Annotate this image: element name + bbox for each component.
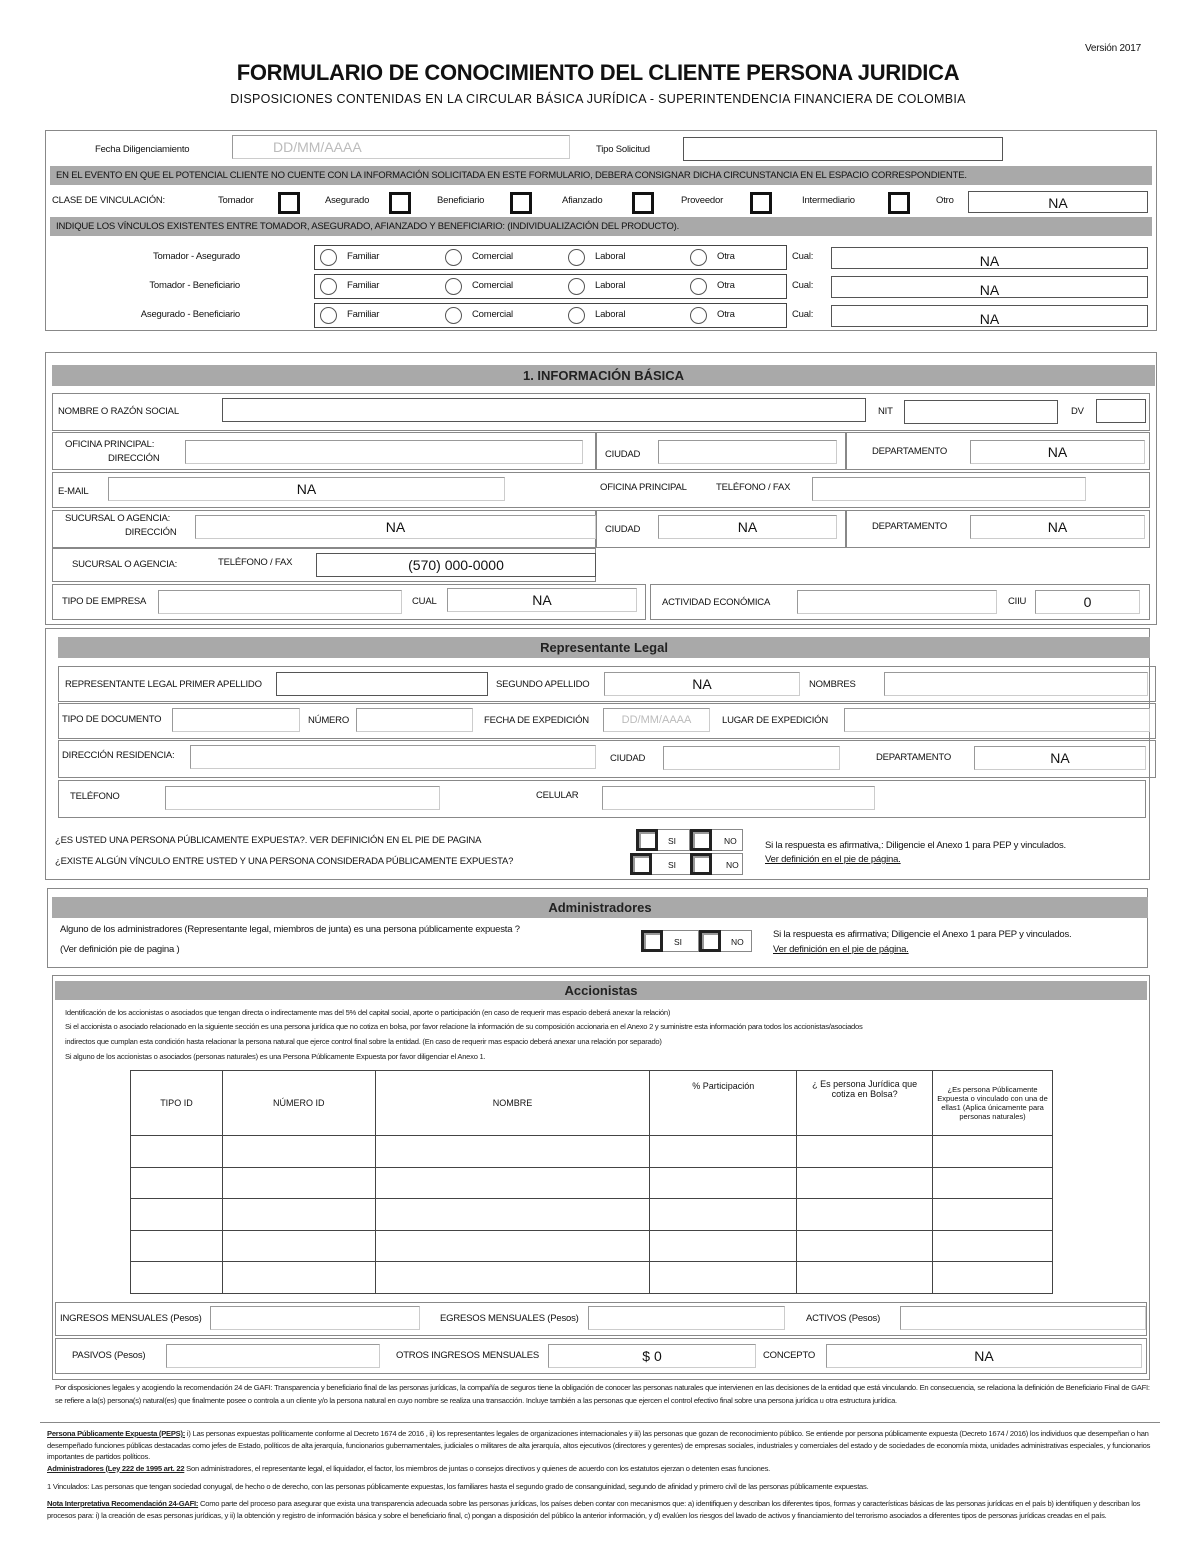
numero-label: NÚMERO <box>308 715 350 726</box>
lugar-expedicion-input[interactable] <box>844 708 1150 732</box>
table-cell[interactable] <box>933 1230 1053 1262</box>
table-row <box>131 1167 1053 1199</box>
celular-label: CELULAR <box>536 790 579 801</box>
admin-definition-link[interactable]: Ver definición en el pie de página. <box>773 944 909 955</box>
table-row <box>131 1230 1053 1262</box>
table-cell[interactable] <box>933 1199 1053 1231</box>
checkbox[interactable] <box>636 829 658 851</box>
oficina-direccion-input[interactable] <box>185 440 583 464</box>
nota-interpretativa <box>47 1498 1155 1521</box>
tipo-empresa-label: TIPO DE EMPRESA <box>62 596 147 607</box>
table-cell[interactable] <box>375 1230 650 1262</box>
table-cell[interactable] <box>131 1230 223 1262</box>
checkbox[interactable] <box>630 853 652 875</box>
radio-laboral[interactable] <box>568 249 585 266</box>
fecha-expedicion-placeholder: DD/MM/AAAA <box>621 714 692 726</box>
clase-label: Asegurado <box>325 195 370 206</box>
activos-label: ACTIVOS (Pesos) <box>806 1313 881 1324</box>
otros-ingresos-label: OTROS INGRESOS MENSUALES <box>396 1350 540 1361</box>
table-cell[interactable] <box>222 1230 375 1262</box>
ingresos-input[interactable] <box>210 1306 420 1330</box>
page-subtitle: DISPOSICIONES CONTENIDAS EN LA CIRCULAR BÁSICA JURÍDICA - SUPERINTENDENCIA FINANCIERA DE COLOMBIA <box>230 92 966 106</box>
clase-vinculacion-label: CLASE DE VINCULACIÓN: <box>52 195 165 206</box>
oficina-ciudad-input[interactable] <box>658 440 837 464</box>
notice-band: EN EL EVENTO EN QUE EL POTENCIAL CLIENTE NO CUENTE CON LA INFORMACIÓN SOLICITADA EN ESTE FORMULARIO, DEBERA CONSIGNAR DICHA CIRCUNSTANCIA EN EL ESPACIO CORRESPONDIENTE. <box>50 166 1152 185</box>
ciudad-label: CIUDAD <box>605 524 641 535</box>
apellido1-input[interactable] <box>276 672 488 696</box>
si-label: SI <box>668 860 677 870</box>
page-title: FORMULARIO DE CONOCIMIENTO DEL CLIENTE PERSONA JURIDICA <box>236 60 960 85</box>
admin-no-option[interactable] <box>699 930 752 952</box>
section-title: Administradores <box>52 897 1148 918</box>
table-cell[interactable] <box>375 1167 650 1199</box>
option-label: Comercial <box>472 309 513 320</box>
sucursal-direccion-input[interactable]: NA <box>195 515 596 539</box>
nombre-label: NOMBRE O RAZÓN SOCIAL <box>58 406 179 417</box>
departamento-label: DEPARTAMENTO <box>872 521 948 532</box>
vinculados-definition: 1 Vinculados: Las personas que tengan sociedad conyugal, de hecho o de derecho, con las personas públicamente expuestas, los familiares hasta el segundo grado de consanguinidad, segundo de afinidad y primero civil de las personas públicamente expuestas. <box>47 1482 869 1491</box>
gafi-paragraph: Por disposiciones legales y acogiendo la recomendación 24 de GAFI: Transparencia y beneficiario final de las personas jurídicas, la compañía de seguros tiene la obligación de conocer las personas naturales que intervienen en las decisiones de la entidad que está vinculando. En consecuencia, se relaciona la definición de Beneficiario Final de GAFI: se refiere a la(s) persona(s) natural(es) que finalmente posee o controla a un cliente y/o la persona natural en cuyo nombre se realiza una transacción. Incluye también a las personas que ejercen el control efectivo final sobre una persona jurídica u otra estructura jurídica. <box>55 1383 1150 1405</box>
table-cell[interactable] <box>375 1199 650 1231</box>
fecha-input[interactable] <box>232 135 570 159</box>
otro-input[interactable]: NA <box>968 191 1148 213</box>
option-label: Comercial <box>472 251 513 262</box>
actividad-label: ACTIVIDAD ECONÓMICA <box>662 597 771 608</box>
admin-definition-text: Son administradores, el representante legal, el liquidador, el factor, los miembros de juntas o consejos directivos y quienes de acuerdo con los estatutos ejerzan o detenten esas funciones. <box>184 1463 770 1473</box>
proveedor-checkbox[interactable] <box>750 192 772 214</box>
checkbox[interactable] <box>641 930 663 952</box>
no-label: NO <box>724 836 737 846</box>
vinculo-cual-input[interactable]: NA <box>831 276 1148 298</box>
radio-familiar[interactable] <box>320 307 337 324</box>
vinculo-label: Tomador - Beneficiario <box>149 280 240 291</box>
checkbox[interactable] <box>699 930 721 952</box>
sucursal-label: SUCURSAL O AGENCIA: <box>65 513 171 524</box>
tipo-empresa-input[interactable] <box>158 590 402 614</box>
si-label: SI <box>674 937 683 947</box>
no-label: NO <box>726 860 739 870</box>
tipo-documento-label: TIPO DE DOCUMENTO <box>62 714 162 725</box>
option-label: Laboral <box>595 251 626 262</box>
table-cell[interactable] <box>131 1262 223 1294</box>
nit-input[interactable] <box>904 400 1058 424</box>
vinculo-cual-input[interactable]: NA <box>831 247 1148 269</box>
radio-laboral[interactable] <box>568 307 585 324</box>
dv-label: DV <box>1071 406 1084 417</box>
admin-si-option[interactable] <box>641 930 699 952</box>
concepto-input[interactable]: NA <box>826 1344 1142 1368</box>
nota-title: Nota Interpretativa Recomendación 24-GAFI: <box>47 1499 199 1508</box>
table-cell[interactable] <box>222 1167 375 1199</box>
table-cell[interactable] <box>933 1262 1053 1294</box>
tel-fax-label: TELÉFONO / FAX <box>218 557 293 568</box>
pasivos-label: PASIVOS (Pesos) <box>72 1350 146 1361</box>
pep-definition-text: i) Las personas expuestas políticamente conforme al Decreto 1674 de 2016 , ii) los representantes legales de organizaciones internacionales y iii) las personas que gozan de reconocimiento público. Se entiende por persona públicamente expuesta (Decreto 1674 / 2016) los individuos que desempeñan o han desempeñado funciones públicas destacadas como jefes de Estado, políticos de alta jerarquía, funcionarios gubernamentales, judiciales o militares de alta jerarquía, altos ejecutivos (directores y gerentes) de empresas sociales, industriales y comerciales del estado y de sociedades de economía mixta, unidades administrativas especiales, y funcionarios importantes de partidos políticos. <box>47 1429 1151 1461</box>
egresos-label: EGRESOS MENSUALES (Pesos) <box>440 1313 579 1324</box>
table-cell[interactable] <box>797 1199 933 1231</box>
tipo-documento-input[interactable] <box>172 708 300 732</box>
table-cell[interactable] <box>375 1136 650 1168</box>
tipo-solicitud-input[interactable] <box>683 137 1003 161</box>
table-cell[interactable] <box>222 1199 375 1231</box>
nit-label: NIT <box>878 406 893 417</box>
option-label: Otra <box>717 309 735 320</box>
clase-label: Beneficiario <box>437 195 485 206</box>
intermediario-checkbox[interactable] <box>888 192 910 214</box>
rep-ciudad-input[interactable] <box>663 746 840 770</box>
pep1-no-option[interactable] <box>690 829 743 851</box>
col-header: NÚMERO ID <box>222 1071 375 1136</box>
version-label: Versión 2017 <box>1085 43 1141 54</box>
nota-text: Como parte del proceso para asegurar que exista una transparencia adecuada sobre las personas jurídicas, los países deben contar con mecanismos que: a) identifiquen y describan los diferentes tipos, formas y características básicas de las personas jurídicas en el país b) identifiquen y describan los procesos para: i) la creación de esas personas jurídicas, y ii) la obtención y registro de información básica y sobre el beneficiario final, c) pongan a disposición del público la anterior información, y d) evalúen los riesgos del lavado de activos y financiamiento del terrorismo asociados a diferentes tipos de personas jurídicas creadas en el país. <box>47 1499 1141 1520</box>
col-header: NOMBRE <box>375 1071 650 1136</box>
table-cell[interactable] <box>650 1262 797 1294</box>
col-header: % Participación <box>650 1071 797 1136</box>
section-title: 1. INFORMACIÓN BÁSICA <box>52 365 1155 386</box>
pep-definition <box>47 1428 1155 1474</box>
tipo-solicitud-label: Tipo Solicitud <box>596 144 650 155</box>
oficina-departamento-input[interactable]: NA <box>970 440 1145 464</box>
table-cell[interactable] <box>131 1136 223 1168</box>
table-cell[interactable] <box>650 1230 797 1262</box>
departamento-label: DEPARTAMENTO <box>872 446 948 457</box>
apellido1-label: REPRESENTANTE LEGAL PRIMER APELLIDO <box>65 679 262 690</box>
tel-fax-label: TELÉFONO / FAX <box>716 482 791 493</box>
clase-label: Afianzado <box>562 195 603 206</box>
divider <box>40 1422 1160 1423</box>
nombre-input[interactable] <box>222 398 866 422</box>
radio-otra[interactable] <box>690 249 707 266</box>
clase-label: Tomador <box>218 195 254 206</box>
sucursal-ciudad-input[interactable]: NA <box>658 515 837 539</box>
email-label: E-MAIL <box>58 486 89 497</box>
table-row <box>131 1136 1053 1168</box>
pasivos-input[interactable] <box>166 1344 380 1368</box>
cual-label: Cual: <box>792 251 814 262</box>
beneficiario-checkbox[interactable] <box>510 192 532 214</box>
option-label: Laboral <box>595 280 626 291</box>
col-header: TIPO ID <box>131 1071 223 1136</box>
pep1-si-option[interactable] <box>636 829 690 851</box>
vinculo-label: Asegurado - Beneficiario <box>140 309 240 320</box>
direccion-label: DIRECCIÓN <box>125 527 177 538</box>
radio-otra[interactable] <box>690 307 707 324</box>
rep-departamento-input[interactable]: NA <box>974 746 1146 770</box>
radio-laboral[interactable] <box>568 278 585 295</box>
telefono-input[interactable] <box>165 786 440 810</box>
fecha-placeholder: DD/MM/AAAA <box>273 139 362 155</box>
table-cell[interactable] <box>131 1199 223 1231</box>
checkbox[interactable] <box>690 829 712 851</box>
fecha-label: Fecha Diligenciamiento <box>95 144 190 155</box>
table-row <box>131 1199 1053 1231</box>
table-cell[interactable] <box>222 1136 375 1168</box>
accionistas-text: indirectos que cumplan esta condición hasta relacionar la persona natural que ejerce control final sobre la entidad. (En caso de requerir mas espacio deberá anexar una relación por separado) <box>65 1037 662 1046</box>
ciiu-label: CIIU <box>1008 596 1027 607</box>
pep-definition-link[interactable]: Ver definición en el pie de página. <box>765 854 901 865</box>
vinculos-notice-band: INDIQUE LOS VÍNCULOS EXISTENTES ENTRE TOMADOR, ASEGURADO, AFIANZADO Y BENEFICIARIO: (INDIVIDUALIZACIÓN DEL PRODUCTO). <box>50 217 1152 236</box>
otros-ingresos-input[interactable]: $ 0 <box>548 1344 756 1368</box>
nombres-label: NOMBRES <box>809 679 856 690</box>
section-title: Accionistas <box>55 981 1147 1000</box>
radio-comercial[interactable] <box>445 278 462 295</box>
fecha-expedicion-input[interactable] <box>603 708 710 732</box>
si-label: SI <box>668 836 677 846</box>
afianzado-checkbox[interactable] <box>632 192 654 214</box>
pep-definition-title: Persona Públicamente Expuesta (PEPS): <box>47 1429 186 1438</box>
ingresos-label: INGRESOS MENSUALES (Pesos) <box>60 1313 202 1324</box>
celular-input[interactable] <box>602 786 875 810</box>
nombres-input[interactable] <box>884 672 1148 696</box>
sucursal-tel-label: SUCURSAL O AGENCIA: <box>72 559 178 570</box>
admin-definition-title: Administradores (Ley 222 de 1995 art. 22 <box>47 1463 185 1473</box>
section-title: Representante Legal <box>58 637 1150 658</box>
option-label: Familiar <box>347 251 380 262</box>
admin-question-note: (Ver definición pie de pagina ) <box>60 944 180 955</box>
clase-label: Intermediario <box>802 195 855 206</box>
admin-note: Si la respuesta es afirmativa; Diligencie el Anexo 1 para PEP y vinculados. <box>773 929 1072 940</box>
checkbox[interactable] <box>690 853 712 875</box>
table-cell[interactable] <box>131 1167 223 1199</box>
oficina-telefono-input[interactable] <box>812 477 1086 501</box>
table-cell[interactable] <box>375 1262 650 1294</box>
option-label: Familiar <box>347 280 380 291</box>
clase-label: Proveedor <box>681 195 724 206</box>
accionistas-text: Si el accionista o asociado relacionado en la siguiente sección es una persona jurídica que no cotiza en bolsa, por favor relacione la información de su composición accionaria en el Anexo 2 y suministre esta información para todos los accionistas/asociados <box>65 1022 863 1031</box>
ciudad-label: CIUDAD <box>605 449 641 460</box>
oficina-tel-label: OFICINA PRINCIPAL <box>600 482 687 493</box>
direccion-label: DIRECCIÓN <box>108 453 160 464</box>
email-input[interactable]: NA <box>108 477 505 501</box>
cual-input[interactable]: NA <box>447 588 637 612</box>
ciiu-input[interactable]: 0 <box>1035 590 1140 614</box>
option-label: Otra <box>717 280 735 291</box>
pep2-no-option[interactable] <box>690 853 743 875</box>
apellido2-input[interactable]: NA <box>604 672 800 696</box>
accionistas-table <box>130 1070 1053 1294</box>
oficina-label: OFICINA PRINCIPAL: <box>65 439 155 450</box>
asegurado-checkbox[interactable] <box>389 192 411 214</box>
pep-question-1: ¿ES USTED UNA PERSONA PÚBLICAMENTE EXPUESTA?. VER DEFINICIÓN EN EL PIE DE PAGINA <box>55 835 482 846</box>
table-cell[interactable] <box>222 1262 375 1294</box>
option-label: Comercial <box>472 280 513 291</box>
direccion-residencia-input[interactable] <box>190 745 596 769</box>
apellido2-label: SEGUNDO APELLIDO <box>496 679 590 690</box>
tomador-checkbox[interactable] <box>278 192 300 214</box>
radio-familiar[interactable] <box>320 278 337 295</box>
cual-label: Cual: <box>792 309 814 320</box>
cual-label: CUAL <box>412 596 437 607</box>
sucursal-telefono-input[interactable]: (570) 000-0000 <box>316 553 596 577</box>
radio-comercial[interactable] <box>445 307 462 324</box>
ciudad-label: CIUDAD <box>610 753 646 764</box>
radio-comercial[interactable] <box>445 249 462 266</box>
radio-familiar[interactable] <box>320 249 337 266</box>
option-label: Otra <box>717 251 735 262</box>
table-cell[interactable] <box>650 1167 797 1199</box>
accionistas-text: Si alguno de los accionistas o asociados (personas naturales) es una Persona Públicamente Expuesta por favor diligenciar el Anexo 1. <box>65 1052 486 1061</box>
sucursal-departamento-input[interactable]: NA <box>970 515 1145 539</box>
dv-input[interactable] <box>1096 399 1146 423</box>
numero-input[interactable] <box>356 708 473 732</box>
option-label: Familiar <box>347 309 380 320</box>
no-label: NO <box>731 937 744 947</box>
pep-question-2: ¿EXISTE ALGÚN VÍNCULO ENTRE USTED Y UNA PERSONA CONSIDERADA PÚBLICAMENTE EXPUESTA? <box>55 856 514 867</box>
actividad-input[interactable] <box>797 590 997 614</box>
table-cell[interactable] <box>933 1136 1053 1168</box>
activos-input[interactable] <box>900 1306 1146 1330</box>
accionistas-text: Identificación de los accionistas o asociados que tengan directa o indirectamente mas del 5% del capital social, aporte o participación (en caso de requerir mas espacio deberá anexar la relación) <box>65 1008 671 1017</box>
direccion-residencia-label: DIRECCIÓN RESIDENCIA: <box>62 750 175 761</box>
option-label: Laboral <box>595 309 626 320</box>
table-cell[interactable] <box>797 1262 933 1294</box>
cual-label: Cual: <box>792 280 814 291</box>
fecha-expedicion-label: FECHA DE EXPEDICIÓN <box>484 715 589 726</box>
table-cell[interactable] <box>797 1167 933 1199</box>
table-cell[interactable] <box>650 1199 797 1231</box>
col-header: ¿Es persona Públicamente Expuesta o vinculado con una de ellas1 (Aplica únicamente para personas naturales) <box>933 1071 1053 1136</box>
pep2-si-option[interactable] <box>630 853 692 875</box>
table-cell[interactable] <box>933 1167 1053 1199</box>
egresos-input[interactable] <box>588 1306 785 1330</box>
departamento-label: DEPARTAMENTO <box>876 752 952 763</box>
admin-question: Alguno de los administradores (Representante legal, miembros de junta) es una persona públicamente expuesta ? <box>60 924 520 935</box>
table-cell[interactable] <box>797 1136 933 1168</box>
pep-note: Si la respuesta es afirmativa,: Diligencie el Anexo 1 para PEP y vinculados. <box>765 840 1066 851</box>
concepto-label: CONCEPTO <box>763 1350 816 1361</box>
otro-label: Otro <box>936 195 954 206</box>
table-cell[interactable] <box>797 1230 933 1262</box>
col-header: ¿ Es persona Jurídica que cotiza en Bolsa? <box>797 1071 933 1136</box>
table-cell[interactable] <box>650 1136 797 1168</box>
table-row <box>131 1262 1053 1294</box>
vinculo-cual-input[interactable]: NA <box>831 305 1148 327</box>
vinculo-label: Tomador - Asegurado <box>152 251 240 262</box>
radio-otra[interactable] <box>690 278 707 295</box>
lugar-expedicion-label: LUGAR DE EXPEDICIÓN <box>722 715 829 726</box>
telefono-label: TELÉFONO <box>70 791 120 802</box>
